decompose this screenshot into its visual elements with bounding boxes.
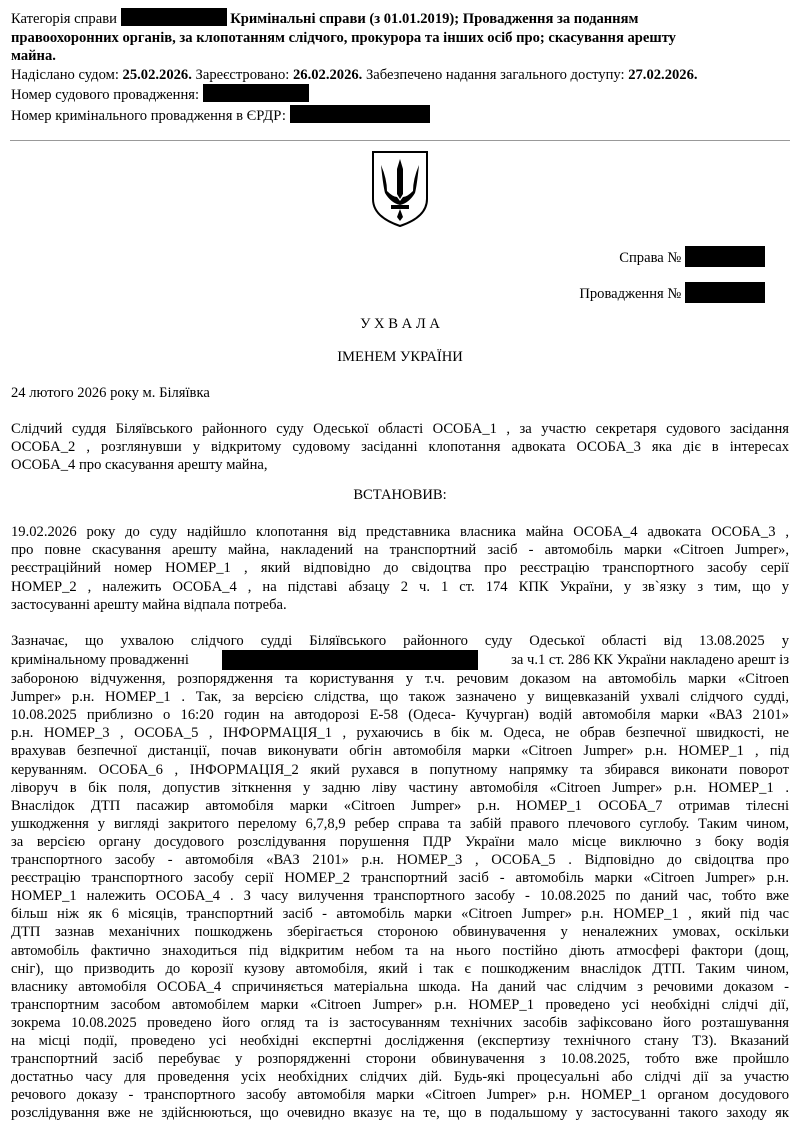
redaction-box <box>203 84 309 102</box>
dates-line: Надіслано судом: 25.02.2026. Зареєстровано: 26.02.2026. Забезпечено надання загального доступу: 27.02.2026. <box>11 66 698 83</box>
sent-date: 25.02.2026. <box>122 66 192 83</box>
category-line-3: майна. <box>11 48 56 64</box>
access-date: 27.02.2026. <box>628 66 698 83</box>
case-number-line: Справа № <box>619 246 765 267</box>
redaction-box <box>290 105 430 123</box>
redaction-box <box>685 246 765 267</box>
category-line-2: правоохоронних органів, за клопотанням слідчого, прокурора та інших осіб про; скасування арешту <box>11 29 676 46</box>
header-divider <box>10 140 790 141</box>
redaction-box <box>685 282 765 303</box>
date-place: 24 лютого 2026 року м. Біляївка <box>11 385 210 401</box>
in-name-heading: ІМЕНЕМ УКРАЇНИ <box>337 349 463 365</box>
redaction-box <box>222 650 478 670</box>
paragraph-1: 19.02.2026 року до суду надійшло клопотання від представника власника майна ОСОБА_4 адвоката ОСОБА_3 , про повне скасування арешту майна, накладений на транспортний засіб - автомобіль марки «Citroen Jumper», реєстраційний номер НОМЕР_1 , який відповідно до свідоцтва про реєстрацію транспортного засобу серії НОМЕР_2 , належить ОСОБА_4 , на підставі абзацу 2 ч. 1 ст. 174 КПК України, у зв`язку з тим, що у застосуванні арешту майна відпала потреба. <box>11 524 789 613</box>
established-heading: ВСТАНОВИВ: <box>353 487 447 503</box>
trident-emblem-icon <box>369 149 431 229</box>
paragraph-2: Зазначає, що ухвалою слідчого судді Біляївського районного суду Одеської області від 13.08.2025 у кримінальному провадженні за ч.1 ст. 286 КК України накладено арешт із забороною відчуження, розпорядження та користування у т.ч. речовим доказом на автомобіль марки «Citroen Jumper» р.н. НОМЕР_1 . Так, за версією слідства, що також зазначено у вищевказаній ухвалі слідчого судді, 10.08.2025 приблизно о 16:20 годин на автодорозі Е-58 (Одеса- Кучурган) водій автомобіля марки «ВАЗ 2101» р.н. НОМЕР_3 , ОСОБА_5 , ІНФОРМАЦІЯ_1 , рухаючись в бік м. Одеса, не обрав безпечної швидкості, не врахував безпечної дистанції, почав виконувати обгін автомобіля марки «Citroen Jumper» р.н. НОМЕР_1 , під керуванням. ОСОБА_6 , ІНФОРМАЦІЯ_2 який рухався в попутному напрямку та збирався виконати поворот ліворуч в бік поля, допустив зіткнення у задню ліву частину автомобіля «Citroen Jumper» р.н. НОМЕР_1 . Внаслідок ДТП пасажир автомобіля марки «Citroen Jumper» р.н. НОМЕР_1 ОСОБА_7 отримав тілесні ушкодження у вигляді закритого перелому 6,7,8,9 ребер справа та забій правого плечового суглобу. Таким чином, за версією органу досудового розслідування порушення ПДР України мало місце виключно з боку водія транспортного засобу - автомобіля «ВАЗ 2101» р.н. НОМЕР_3 , ОСОБА_5 . Відповідно до свідоцтва про реєстрацію транспортного засобу серії НОМЕР_2 транспортний засіб - автомобіль марки «Citroen Jumper» р.н. НОМЕР_1 належить ОСОБА_4 . З часу вилучення транспортного засобу - 10.08.2025 по даний час, тобто вже більш ніж як 6 місяців, транспортний засіб - автомобіль марки «Citroen Jumper» р.н. НОМЕР_1 , який під час ДТП зазнав механічних пошкоджень зберігається стороною обвинувачення у неналежних умовах, оскільки автомобіль фактично знаходиться під відкритим небом та на нього постійно діють атмосфері фактори (дощ, сніг), що призводить до корозії кузову автомобіля, який і так є пошкодженим внаслідок ДТП. Таким чином, власнику автомобіля ОСОБА_4 спричиняється матеріальна шкода. На даний час слідчим з речовими доказом - транспортним засобом автомобілем марки «Citroen Jumper» р.н. НОМЕР_1 проведено усі необхідні слідчі дії, зокрема 10.08.2025 проведено його огляд та із застосуванням технічних засобів зафіксовано його розташування на місці події, проведено усі необхідні експертні дослідження (експертизу технічного стану ТЗ). Вказаний транспортний засіб перебуває у розпорядженні сторони обвинувачення з 10.08.2025, тобто вже пройшло достатньо часу для проведення усіх необхідних слідчих дій. Будь-які процесуальні або слідчі дії за участю речового доказу - транспортного засобу автомобіля марки «Citroen Jumper» р.н. НОМЕР_1 органом досудового розслідування вже не здійснюються, що очевидно вказує на те, що в подальшому у застосуванні такого заходу як <box>11 633 789 1122</box>
registered-date: 26.02.2026. <box>292 66 363 83</box>
erdr-number-line: Номер кримінального провадження в ЄРДР: <box>11 105 781 126</box>
document-title: У Х В А Л А <box>360 316 440 332</box>
paragraph-2-line-2: кримінальному провадженні за ч.1 ст. 286 КК України накладено арешт із <box>11 650 789 670</box>
category-line-1: Категорія справи Кримінальні справи (з 01.01.2019); Провадження за поданням <box>11 8 781 29</box>
category-value: Кримінальні справи (з 01.01.2019); Провадження за поданням <box>230 11 639 27</box>
intro-paragraph: Слідчий суддя Біляївського районного суду Одеської області ОСОБА_1 , за участю секретаря судового засідання ОСОБА_2 , розглянувши у відкритому судовому засіданні клопотання адвоката ОСОБА_3 яка діє в інтересах ОСОБА_4 про скасування арешту майна, <box>11 421 789 474</box>
redaction-box <box>121 8 227 26</box>
document-header <box>11 8 781 125</box>
proceeding-number-line: Провадження № <box>579 282 765 303</box>
court-case-number-line: Номер судового провадження: <box>11 84 781 105</box>
